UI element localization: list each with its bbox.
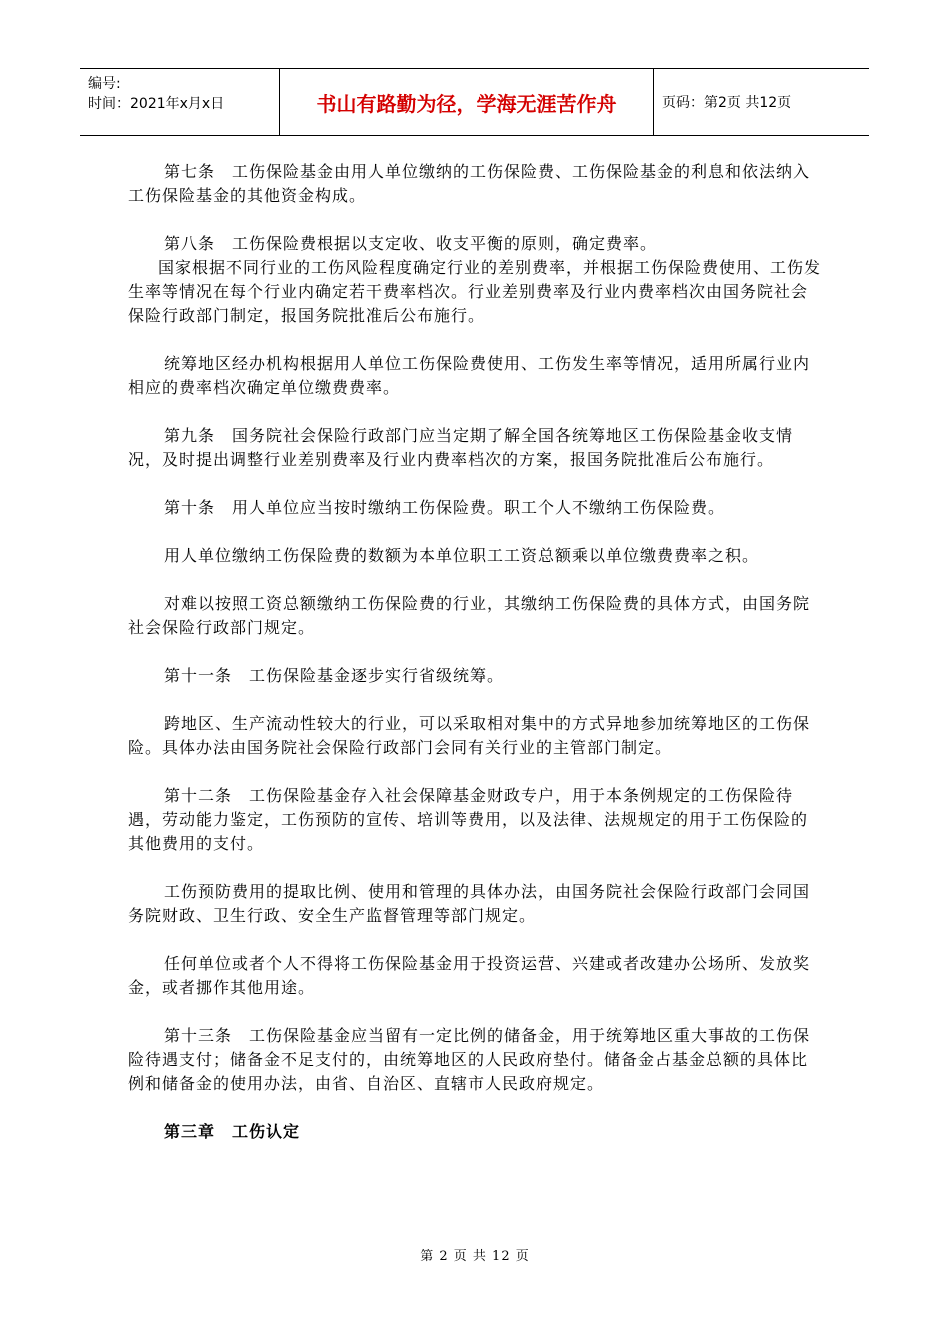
document-body	[128, 160, 824, 1144]
article-12: 第十二条 工伤保险基金存入社会保障基金财政专户，用于本条例规定的工伤保险待遇，劳动能力鉴定，工伤预防的宣传、培训等费用，以及法律、法规规定的用于工伤保险的其他费用的支付。	[128, 786, 809, 853]
article-12-para-2: 工伤预防费用的提取比例、使用和管理的具体办法，由国务院社会保险行政部门会同国务院财政、卫生行政、安全生产监督管理等部门规定。	[128, 882, 811, 925]
header-page-info: 页码：第2页 共12页	[662, 95, 792, 111]
article-11-para-2: 跨地区、生产流动性较大的行业，可以采取相对集中的方式异地参加统筹地区的工伤保险。具体办法由国务院社会保险行政部门会同有关行业的主管部门制定。	[128, 714, 811, 757]
document-number-label: 编号:	[88, 76, 121, 92]
article-11: 第十一条 工伤保险基金逐步实行省级统筹。	[164, 666, 505, 685]
header-motto: 书山有路勤为径，学海无涯苦作舟	[280, 69, 654, 135]
article-8-para-2: 国家根据不同行业的工伤风险程度确定行业的差别费率，并根据工伤保险费使用、工伤发生率等情况在每个行业内确定若干费率档次。行业差别费率及行业内费率档次由国务院社会保险行政部门制定，报国务院批准后公布施行。	[128, 258, 822, 325]
header-meta	[80, 69, 280, 135]
article-10-para-2: 用人单位缴纳工伤保险费的数额为本单位职工工资总额乘以单位缴费费率之积。	[164, 546, 760, 565]
article-9: 第九条 国务院社会保险行政部门应当定期了解全国各统筹地区工伤保险基金收支情况，及时提出调整行业差别费率及行业内费率档次的方案，报国务院批准后公布施行。	[128, 426, 794, 469]
article-10: 第十条 用人单位应当按时缴纳工伤保险费。职工个人不缴纳工伤保险费。	[164, 498, 726, 517]
article-10-para-3: 对难以按照工资总额缴纳工伤保险费的行业，其缴纳工伤保险费的具体方式，由国务院社会保险行政部门规定。	[128, 594, 811, 637]
article-8-para-3: 统筹地区经办机构根据用人单位工伤保险费使用、工伤发生率等情况，适用所属行业内相应的费率档次确定单位缴费费率。	[128, 354, 811, 397]
chapter-heading: 第三章 工伤认定	[164, 1122, 301, 1141]
article-13: 第十三条 工伤保险基金应当留有一定比例的储备金，用于统筹地区重大事故的工伤保险待遇支付；储备金不足支付的，由统筹地区的人民政府垫付。储备金占基金总额的具体比例和储备金的使用办法，由省、自治区、直辖市人民政府规定。	[128, 1026, 811, 1093]
page-footer: 第 2 页 共 12 页	[420, 1249, 530, 1264]
document-time-label: 时间：2021年x月x日	[88, 96, 225, 112]
article-7: 第七条 工伤保险基金由用人单位缴纳的工伤保险费、工伤保险基金的利息和依法纳入工伤保险基金的其他资金构成。	[128, 162, 811, 205]
article-12-para-3: 任何单位或者个人不得将工伤保险基金用于投资运营、兴建或者改建办公场所、发放奖金，或者挪作其他用途。	[128, 954, 811, 997]
page-header	[80, 68, 869, 136]
article-8: 第八条 工伤保险费根据以支定收、收支平衡的原则，确定费率。	[164, 234, 658, 253]
